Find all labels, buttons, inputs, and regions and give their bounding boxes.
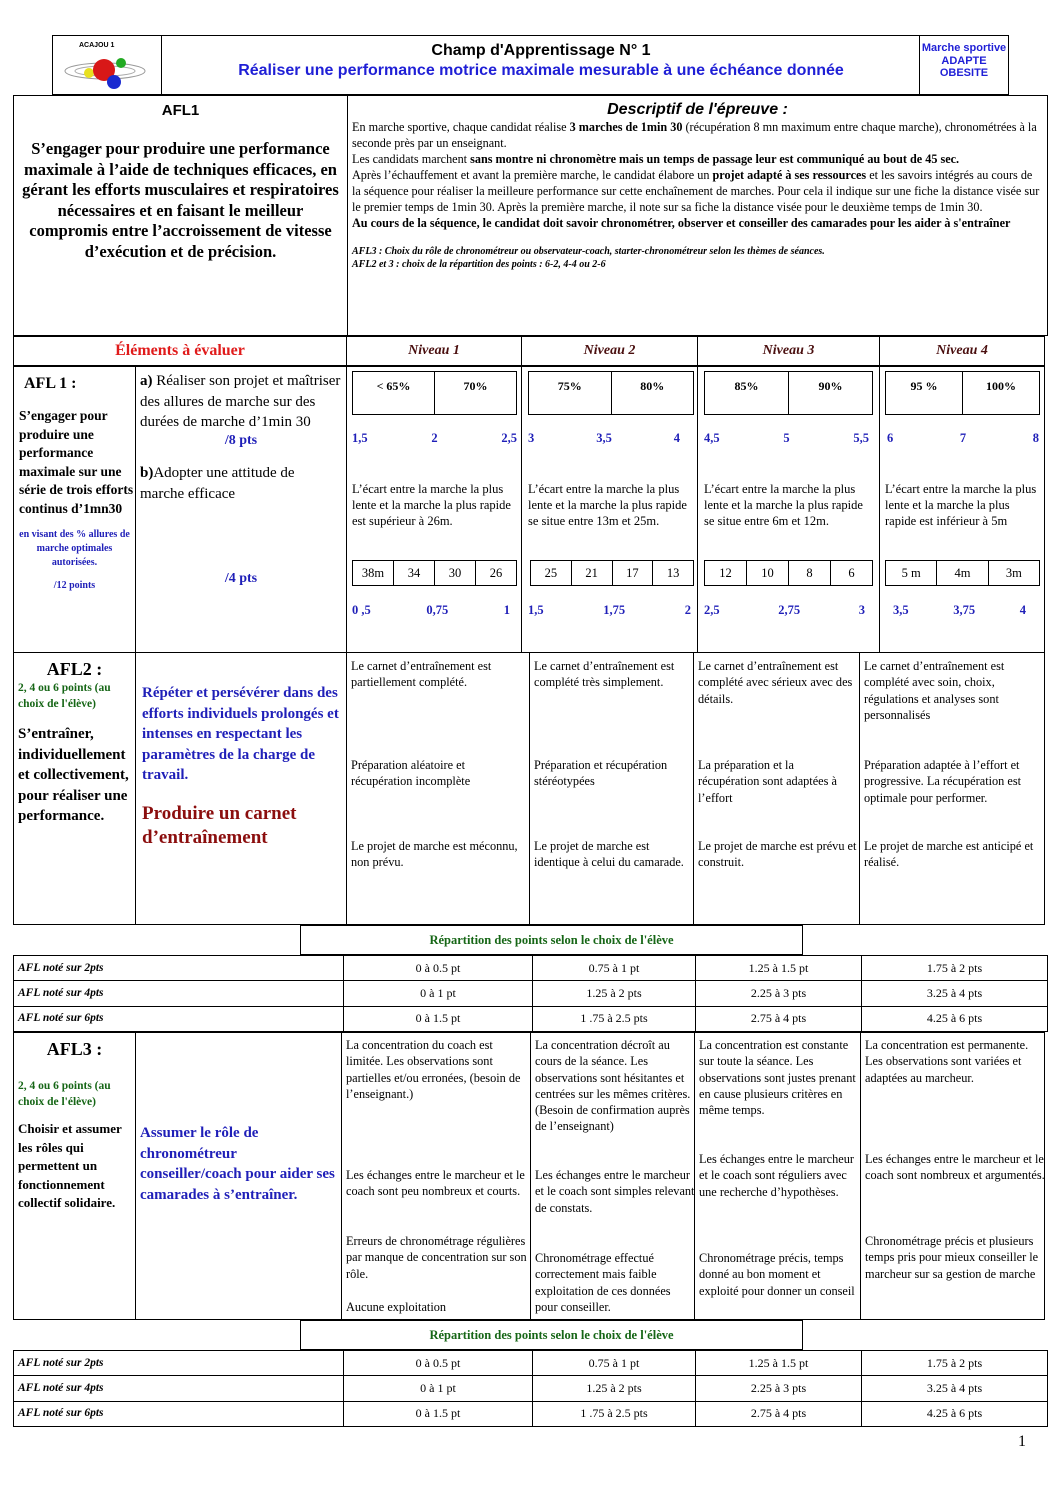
item-text: Adopter une attitude de marche efficace (140, 464, 295, 502)
afl3-points: 2, 4 ou 6 points (au choix de l'élève) (18, 1080, 111, 1108)
level-4-header: Niveau 4 (879, 336, 1045, 366)
cell: 0.75 à 1 pt (532, 956, 695, 980)
cell: 0 à 1.5 pt (343, 1401, 532, 1426)
item-prefix: b) (140, 464, 154, 481)
echanges-text: Les échanges entre le marcheur et le coach sont réguliers avec une recherche d’hypothèses. (699, 1152, 854, 1199)
pct-box (885, 371, 1040, 415)
afl2-level-3 (693, 652, 860, 925)
repartition-title: Répartition des points selon le choix de l'élève (300, 925, 803, 955)
description-note-afl23: AFL2 et 3 : choix de la répartition des points : 6-2, 4-4 ou 2-6 (352, 259, 606, 270)
point: 4,5 (704, 431, 720, 445)
pct-value: 90% (788, 372, 872, 414)
concentration-text: La concentration du coach est limitée. Les observations sont partielles et/ou erronées, (besoin de l’enseignant.) (346, 1038, 521, 1101)
cell: 1 .75 à 2.5 pts (532, 1401, 695, 1426)
afl2-objective-cell (135, 652, 347, 925)
page-subtitle: Réaliser une performance motrice maximale mesurable à une échéance donnée (238, 62, 844, 79)
level-2-header: Niveau 2 (521, 336, 698, 366)
pct-box (352, 371, 517, 415)
points-b (528, 603, 691, 618)
cell: 1.75 à 2 pts (861, 956, 1047, 980)
distance: 6 (830, 561, 872, 585)
projet-text: Le projet de marche est anticipé et réalisé. (864, 839, 1034, 870)
afl1-level-2 (521, 366, 698, 653)
text: Après l’échauffement et avant la première marche, le candidat élabore un (352, 168, 713, 182)
point: 2,5 (704, 603, 720, 617)
cell: 3.25 à 4 pts (861, 1376, 1047, 1401)
row-label: AFL noté sur 6pts (18, 1012, 104, 1024)
point: 4 (1019, 603, 1026, 617)
text: Les candidats marchent (352, 152, 471, 166)
afl3-level-1 (341, 1032, 531, 1320)
point: 2,5 (501, 431, 517, 445)
pct-value: 85% (734, 379, 759, 393)
point: 0,75 (426, 603, 449, 617)
distance: 10 (746, 561, 788, 585)
row-label: AFL noté sur 2pts (18, 1357, 104, 1369)
level-1-header: Niveau 1 (346, 336, 522, 366)
distance: 25 (544, 566, 558, 580)
point: 3,75 (953, 603, 976, 617)
chrono-text: Chronométrage précis et plusieurs temps pris pour mieux conseiller le marcheur sur sa gestion de marche (865, 1234, 1039, 1281)
echanges-text: Les échanges entre le marcheur et le coach sont peu nombreux et courts. (346, 1168, 525, 1199)
point: 7 (959, 431, 967, 445)
point: 2 (431, 431, 438, 445)
header-title-block (163, 36, 919, 94)
distance-box (885, 560, 1040, 586)
distance-box (352, 560, 517, 586)
text-bold: projet adapté à ses ressources (712, 168, 867, 182)
distance: 4m (936, 561, 987, 585)
points-b (352, 603, 510, 618)
test-description (347, 95, 1048, 336)
points-b (704, 603, 865, 618)
description-p2 (352, 151, 1043, 167)
cell: 3.25 à 4 pts (861, 981, 1047, 1006)
text-bold: sans montre ni chronomètre mais un temps de passage leur est communiqué au bout de 45 sec. (470, 152, 960, 166)
afl1-summary-box (13, 95, 348, 336)
afl1-statement: S’engager pour produire une performance maximale à l’aide de techniques efficaces, en gérant les efforts musculaires et respiratoires nécessaires et en faisant le meilleur compromis entre l’accroissement de vitesse d’exécution et de précision. (22, 139, 339, 261)
distance: 38m (361, 566, 385, 580)
cell: 2.25 à 3 pts (695, 981, 861, 1006)
pct-value: 95 % (910, 379, 938, 393)
page-title: Champ d'Apprentissage N° 1 (431, 42, 651, 59)
cell: 1.25 à 2 pts (532, 1376, 695, 1401)
pct-box (704, 371, 873, 415)
cell: 1.75 à 2 pts (861, 1351, 1047, 1375)
cell: 1.25 à 1.5 pt (695, 1351, 861, 1375)
text: et les savoirs intégrés au cours de la séquence pour réaliser la meilleure performance sur cette enchaînement de marches. Pour cela il indique sur une fiche la distance visée sur le premier temps de 1min 30. Après la première marche, il note sur sa fiche la distance visée pour le deuxième temps de 1min 30. (352, 168, 1040, 214)
logo-text: ACAJOU 1 (79, 42, 115, 49)
document-header (52, 35, 1009, 95)
cell: 4.25 à 6 pts (861, 1401, 1047, 1426)
point: 6 (887, 431, 894, 445)
points-a (887, 431, 1039, 446)
description-p3 (352, 167, 1043, 215)
row-label: AFL noté sur 2pts (18, 962, 104, 974)
concentration-text: La concentration est constante sur toute la séance. Les observations sont justes prenant en cause plusieurs critères en même temps. (699, 1038, 856, 1118)
distance: 8 (788, 561, 830, 585)
pct-value: 100% (962, 372, 1039, 414)
cell: 1.25 à 1.5 pt (695, 956, 861, 980)
afl1-level-4 (879, 366, 1045, 653)
activity-name: Marche sportive (921, 42, 1007, 54)
cell: 4.25 à 6 pts (861, 1006, 1047, 1031)
distance: 17 (612, 561, 653, 585)
cell: 1.25 à 2 pts (532, 981, 695, 1006)
cell: 2.75 à 4 pts (695, 1401, 861, 1426)
cell: 0 à 1 pt (343, 981, 532, 1006)
afl3-level-3 (694, 1032, 861, 1320)
afl3-objective-cell (135, 1032, 342, 1320)
distance: 5 m (901, 566, 921, 580)
point: 3,5 (893, 603, 909, 617)
chrono-text: Erreurs de chronométrage régulières par manque de concentration sur son rôle. (346, 1234, 527, 1281)
afl3-title: AFL3 : (46, 1039, 103, 1059)
afl1-level-1 (346, 366, 522, 653)
description-p1 (352, 119, 1043, 151)
cell: 0 à 0.5 pt (343, 1351, 532, 1375)
afl3-description: Choisir et assumer les rôles qui permettent un fonctionnement collectif solidaire. (18, 1121, 122, 1210)
cell: 0 à 1 pt (343, 1376, 532, 1401)
distance: 13 (652, 561, 693, 585)
level-3-header: Niveau 3 (697, 336, 880, 366)
repartition-row (13, 1401, 1048, 1427)
points-a (704, 431, 869, 446)
point: 3 (858, 603, 865, 617)
pct-value: 75% (557, 379, 582, 393)
point: 1,5 (352, 431, 368, 445)
point: 0 ,5 (352, 603, 371, 617)
afl2-level-4 (859, 652, 1045, 925)
afl1-label-cell (13, 366, 136, 653)
afl1-item-b (140, 463, 342, 505)
distance: 21 (571, 561, 612, 585)
projet-text: Le projet de marche est identique à celui du camarade. (534, 839, 684, 870)
cell: 2.25 à 3 pts (695, 1376, 861, 1401)
repartition-row (13, 981, 1048, 1007)
points-a (528, 431, 680, 446)
afl2-objective: Répéter et persévérer dans des efforts individuels prolongés et intenses en respectant les paramètres de la charge de travail. (142, 685, 339, 783)
repartition-row (13, 1006, 1048, 1032)
cell: 1 .75 à 2.5 pts (532, 1006, 695, 1031)
pct-value: 70% (434, 372, 516, 414)
ecart-text: L’écart entre la marche la plus lente et la marche la plus rapide se situe entre 6m et 12m. (704, 482, 863, 528)
pct-box (528, 371, 694, 415)
carnet-text: Le carnet d’entraînement est complété avec soin, choix, régulations et analyses sont personnalisés (864, 659, 1005, 722)
projet-text: Le projet de marche est méconnu, non prévu. (351, 839, 518, 870)
distance: 26 (475, 561, 516, 585)
afl1-item-a-points: /8 pts (224, 432, 258, 448)
item-text: Réaliser son projet et maîtriser des allures de marche sur des durées de marche d’1min 30 (140, 373, 341, 430)
point: 8 (1032, 431, 1039, 445)
distance-box (704, 560, 873, 586)
point: 1 (503, 603, 510, 617)
afl2-level-1 (346, 652, 530, 925)
prep-text: Préparation aléatoire et récupération incomplète (351, 758, 471, 789)
afl2-title: AFL2 : (46, 659, 103, 679)
ecart-text: L’écart entre la marche la plus lente et la marche la plus rapide se situe entre 13m et 25m. (528, 482, 687, 528)
afl3-level-2 (530, 1032, 695, 1320)
point: 3 (528, 431, 535, 445)
text: (récupération 8 mn maximum entre chaque marche), chronométrées à la seconde près par un enseignant. (352, 120, 1037, 150)
elements-header: Éléments à évaluer (13, 336, 347, 366)
chrono-text: Chronométrage précis, temps donné au bon moment et exploité pour donner un conseil (699, 1251, 855, 1298)
afl3-objective: Assumer le rôle de chronométreur conseiller/coach pour aider ses camarades à s’entraîner. (140, 1125, 335, 1203)
echanges-text: Les échanges entre le marcheur et le coach sont nombreux et argumentés. (865, 1152, 1045, 1183)
afl1-level-3 (697, 366, 880, 653)
point: 1,75 (603, 603, 626, 617)
repartition-title: Répartition des points selon le choix de l'élève (300, 1320, 803, 1350)
points-b (893, 603, 1026, 618)
ecart-text: L’écart entre la marche la plus lente et la marche la plus rapide est supérieur à 26m. (352, 482, 511, 528)
row-label: AFL noté sur 4pts (18, 1382, 104, 1394)
concentration-text: La concentration décroît au cours de la séance. Les observations sont hésitantes et centrées sur les mêmes critères. (Besoin de confirmation auprès de l’enseignant) (535, 1038, 691, 1134)
item-prefix: a) (140, 373, 153, 389)
point: 3,5 (596, 431, 612, 445)
afl1-title: AFL 1 : (24, 375, 77, 392)
cell: 0 à 0.5 pt (343, 956, 532, 980)
prep-text: Préparation et récupération stéréotypées (534, 758, 668, 789)
points-a (352, 431, 517, 446)
carnet-text: Le carnet d’entraînement est complété avec sérieux avec des détails. (698, 659, 853, 706)
point: 4 (673, 431, 680, 445)
distance: 30 (434, 561, 475, 585)
cell: 0 à 1.5 pt (343, 1006, 532, 1031)
logo (53, 36, 162, 94)
point: 5,5 (853, 431, 869, 445)
afl2-product: Produire un carnet d’entraînement (142, 802, 297, 848)
afl1-description: S’engager pour produire une performance maximale sur une série de trois efforts continus d’1mn30 (19, 408, 134, 516)
distance: 34 (393, 561, 434, 585)
afl2-description: S’entraîner, individuellement et collectivement, pour réaliser une performance. (18, 726, 129, 824)
afl1-aim: en visant des % allures de marche optimales autorisées. (19, 529, 130, 568)
afl3-level-4 (860, 1032, 1045, 1320)
afl1-items-cell (135, 366, 347, 653)
prep-text: La préparation et la récupération sont adaptées à l’effort (698, 758, 837, 805)
distance: 12 (719, 566, 732, 580)
afl1-item-b-points: /4 pts (224, 570, 258, 586)
page-number: 1 (1018, 1433, 1026, 1450)
point: 5 (783, 431, 790, 445)
cell: 2.75 à 4 pts (695, 1006, 861, 1031)
point: 2 (684, 603, 691, 617)
activity-block (919, 36, 1008, 94)
repartition-row (13, 955, 1048, 981)
cell: 0.75 à 1 pt (532, 1351, 695, 1375)
afl2-level-2 (529, 652, 694, 925)
description-heading: Descriptif de l'épreuve : (607, 101, 788, 118)
afl1-heading: AFL1 (161, 102, 200, 119)
description-p4: Au cours de la séquence, le candidat doit savoir chronométrer, observer et conseiller des camarades pour les aider à s'entraîner (352, 216, 1011, 230)
row-label: AFL noté sur 4pts (18, 987, 104, 999)
afl2-points: 2, 4 ou 6 points (au choix de l'élève) (18, 682, 111, 710)
repartition-row (13, 1376, 1048, 1402)
text-bold: 3 marches de 1min 30 (569, 120, 683, 134)
projet-text: Le projet de marche est prévu et construit. (698, 839, 857, 870)
concentration-text: La concentration est permanente. Les observations sont variées et adaptées au marcheur. (865, 1038, 1029, 1085)
atom-logo-icon (53, 36, 162, 94)
pct-value: < 65% (376, 379, 411, 393)
carnet-text: Le carnet d’entraînement est partiellement complété. (351, 659, 492, 690)
activity-adaptation: ADAPTE OBESITE (939, 55, 989, 79)
point: 1,5 (528, 603, 544, 617)
afl2-label-cell (13, 652, 136, 925)
afl1-item-a (140, 371, 342, 433)
carnet-text: Le carnet d’entraînement est complété très simplement. (534, 659, 675, 690)
afl1-total: /12 points (53, 580, 96, 591)
description-note-afl3: AFL3 : Choix du rôle de chronométreur ou observateur-coach, starter-chronométreur selon les thèmes de séances. (352, 246, 825, 257)
repartition-row (13, 1350, 1048, 1376)
text: En marche sportive, chaque candidat réalise (352, 120, 570, 134)
exploitation-text: Aucune exploitation (346, 1300, 447, 1314)
row-label: AFL noté sur 6pts (18, 1407, 104, 1419)
distance: 3m (988, 561, 1039, 585)
prep-text: Préparation adaptée à l’effort et progressive. La récupération est optimale pour performer. (864, 758, 1022, 805)
afl3-label-cell (13, 1032, 136, 1320)
ecart-text: L’écart entre la marche la plus lente et la marche la plus rapide est inférieur à 5m (885, 482, 1037, 528)
pct-value: 80% (611, 372, 694, 414)
point: 2,75 (778, 603, 801, 617)
distance-box (530, 560, 694, 586)
echanges-text: Les échanges entre le marcheur et le coach sont simples relevant de constats. (535, 1168, 695, 1215)
chrono-text: Chronométrage effectué correctement mais faible exploitation de ces données pour conseiller. (535, 1251, 671, 1314)
